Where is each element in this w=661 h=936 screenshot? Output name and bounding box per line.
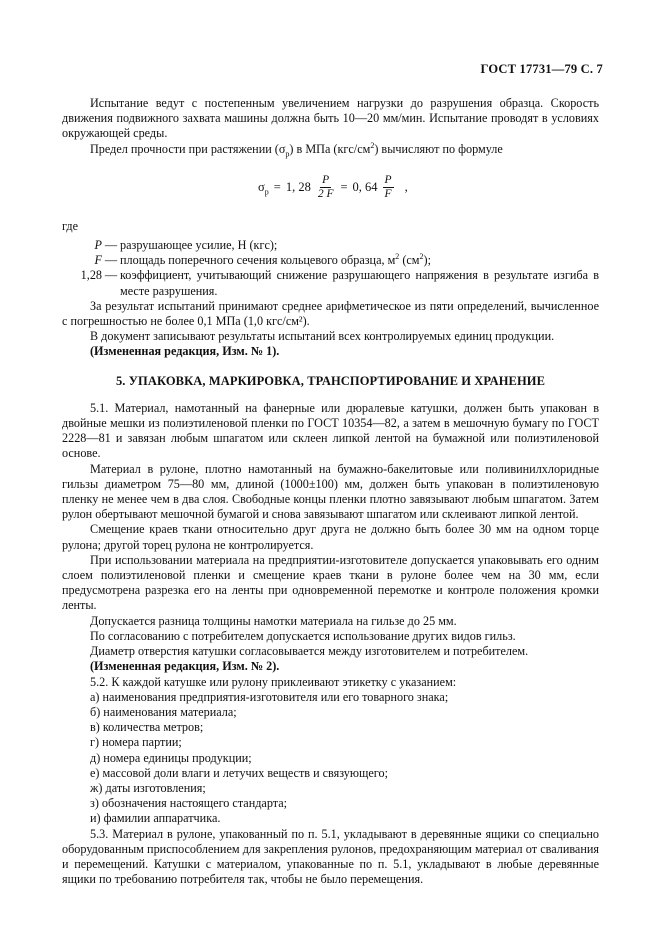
paragraph-roll-packing: Материал в рулоне, плотно намотанный на бумажно-бакелитовые или поливинилхлоридные гильзы диаметром 75—80 мм, длиной (1000±100) мм, должен быть упакован в полиэтиленовую пленку не менее чем в два слоя. Свободные концы пленки плотно завязывают любым шпагатом. Затем рулон обертывают мешочной бумагой и снова завязывают шпагатом или склеивают липкой лентой. bbox=[62, 461, 599, 522]
paragraph-other-cores: По согласованию с потребителем допускается использование других видов гильз. bbox=[90, 628, 516, 643]
paragraph-result: За результат испытаний принимают среднее арифметическое из пяти определений, вычисленное с погрешностью не более 0,1 МПа (1,0 кгс/см²). bbox=[62, 298, 599, 329]
paragraph-factory-use: При использовании материала на предприятии-изготовителе допускается упаковывать его одним слоем полиэтиленовой пленки и смещение краев ткани в рулоне более чем на 30 мм, если предусмотрена разрезка его на ленты при одновременной перемотке и контроле положения кромки ленты. bbox=[62, 552, 599, 613]
document-body bbox=[62, 96, 599, 887]
where-label: где bbox=[62, 218, 79, 233]
list-item: в) количества метров; bbox=[90, 720, 204, 735]
symbol-definitions bbox=[62, 238, 599, 299]
change-note-2: (Измененная редакция, Изм. № 2). bbox=[90, 659, 280, 674]
list-item: и) фамилии аппаратчика. bbox=[90, 811, 221, 826]
formula-fraction-2: $\frac{P}{F}$ bbox=[384, 174, 392, 201]
paragraph-5-3: 5.3. Материал в рулоне, упакованный по п. 5.1, укладывают в деревянные ящики со специально оборудованным приспособлением для закрепления рулонов, предохраняющим материал от сваливания и перемещений. Катушки с материалом, упакованные по п. 5.1, укладывают в любые деревянные ящики по требованию потребителя так, чтобы не было перемещения. bbox=[62, 826, 599, 887]
list-item: а) наименования предприятия-изготовителя или его товарного знака; bbox=[90, 689, 449, 704]
section-5-title: 5. УПАКОВКА, МАРКИРОВКА, ТРАНСПОРТИРОВАНИЕ И ХРАНЕНИЕ bbox=[115, 373, 546, 388]
label-items-list bbox=[62, 690, 599, 827]
formula-coef2: 0, 64 bbox=[352, 180, 378, 195]
paragraph-test-procedure: Испытание ведут с постепенным увеличением нагрузки до разрушения образца. Скорость движения подвижного захвата машины должна быть 10—20 мм/мин. Испытание проводят в условиях окружающей среды. bbox=[62, 96, 599, 141]
paragraph-winding-thickness: Допускается разница толщины намотки материала на гильзе до 25 мм. bbox=[90, 613, 457, 628]
formula-tail: , bbox=[404, 180, 408, 195]
paragraph-record: В документ записывают результаты испытаний всех контролируемых единиц продукции. bbox=[90, 329, 555, 344]
list-item: з) обозначения настоящего стандарта; bbox=[90, 796, 288, 811]
paragraph-edge-offset: Смещение краев ткани относительно друг друга не должно быть более 30 мм на одном торце рулона; другой торец рулона не контролируется. bbox=[62, 522, 599, 552]
list-item: ж) даты изготовления; bbox=[90, 780, 206, 795]
paragraph-spool-diameter: Диаметр отверстия катушки согласовывается между изготовителем и потребителем. bbox=[90, 644, 529, 659]
definition-p: P — разрушающее усилие, Н (кгс); bbox=[94, 238, 278, 253]
paragraph-formula-intro: Предел прочности при растяжении $(\sigma_р)$ в МПа $(кгс/см^2)$ вычисляют по формуле bbox=[90, 140, 503, 159]
list-item: е) массовой доли влаги и летучих веществ и связующего; bbox=[90, 765, 388, 780]
formula-eq1: = bbox=[273, 180, 281, 195]
formula-eq2: = bbox=[340, 180, 348, 195]
list-item: б) наименования материала; bbox=[90, 704, 237, 719]
list-item: д) номера единицы продукции; bbox=[90, 750, 252, 765]
paragraph-5-2: 5.2. К каждой катушке или рулону приклеивают этикетку с указанием: bbox=[90, 674, 457, 689]
definition-f: F — площадь поперечного сечения кольцевого образца, $м^2$ $(см^2)$; bbox=[94, 252, 431, 268]
list-item: г) номера партии; bbox=[90, 735, 182, 750]
change-note-1: (Измененная редакция, Изм. № 1). bbox=[90, 344, 280, 359]
definition-coefficient: 1,28 — коэффициент, учитывающий снижение разрушающего напряжения в результате изгиба в месте разрушения. bbox=[80, 268, 599, 298]
page-header: ГОСТ 17731—79 С. 7 bbox=[480, 62, 603, 76]
formula-fraction-1: $\frac{P}{2 F}$ bbox=[317, 174, 334, 201]
paragraph-5-1: 5.1. Материал, намотанный на фанерные или дюралевые катушки, должен быть упакован в двойные мешки из полиэтиленовой пленки по ГОСТ 10354—82, а затем в мешочную бумагу по ГОСТ 2228—81 и завязан любым шпагатом или склеен липкой лентой на бумажной или полиэтиленовой основе. bbox=[62, 400, 599, 461]
formula-coef1: 1, 28 bbox=[285, 180, 311, 195]
strength-formula bbox=[62, 171, 599, 205]
formula-lhs: $\sigma_р$ bbox=[258, 180, 269, 197]
